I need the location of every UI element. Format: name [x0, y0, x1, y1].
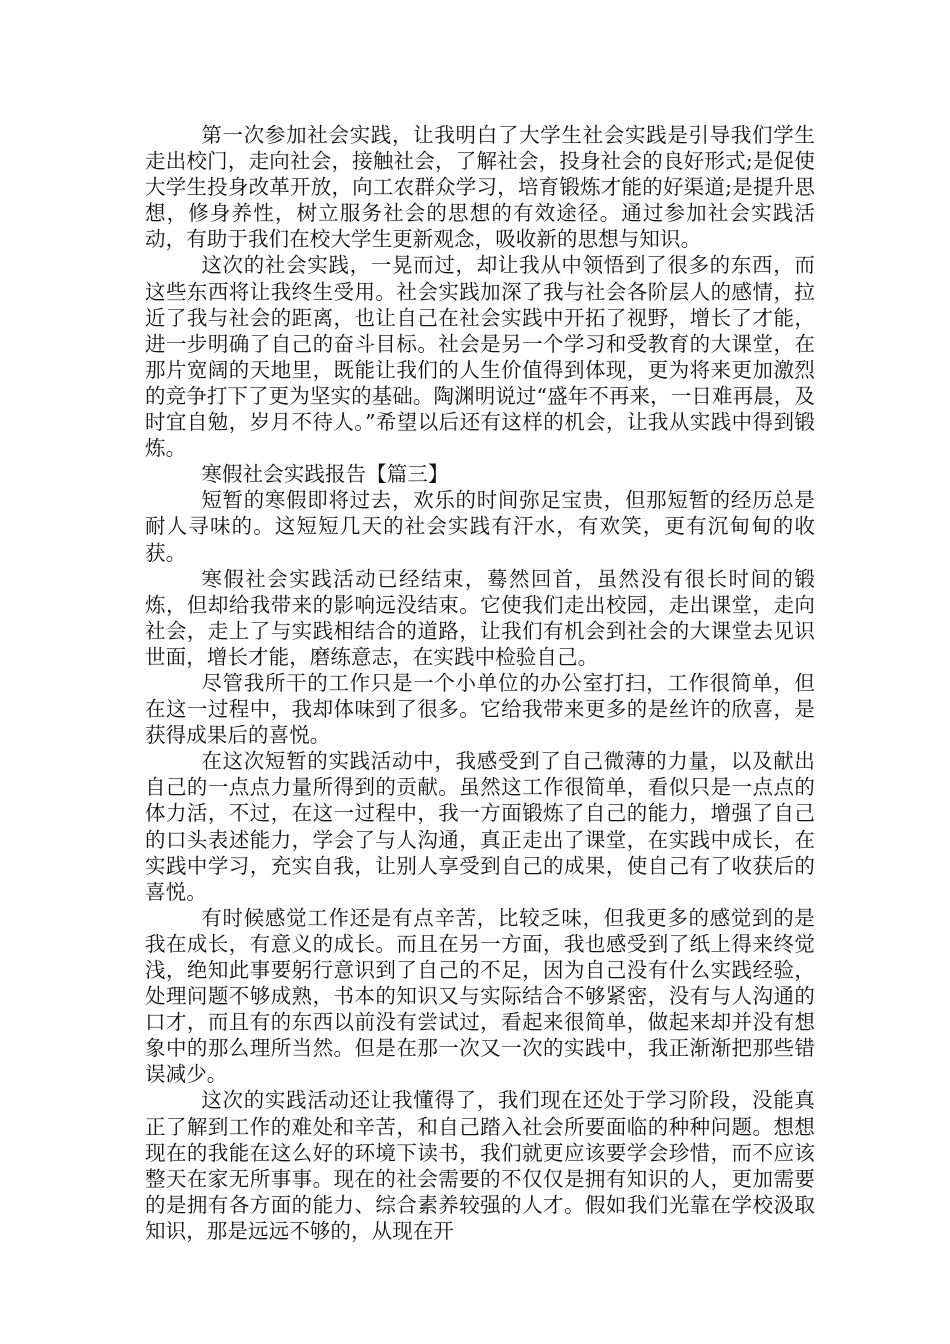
paragraph: 第一次参加社会实践，让我明白了大学生社会实践是引导我们学生走出校门，走向社会，接触社会，了解社会，投身社会的良好形式;是促使大学生投身改革开放，向工农群众学习，培育锻炼才能的好渠道;是提升思想，修身养性，树立服务社会的思想的有效途径。通过参加社会实践活动，有助于我们在校大学生更新观念，吸收新的思想与知识。 [145, 123, 815, 252]
paragraph: 尽管我所干的工作只是一个小单位的办公室打扫，工作很简单，但在这一过程中，我却体味到了很多。它给我带来更多的是丝许的欣喜，是获得成果后的喜悦。 [145, 670, 815, 748]
paragraph: 这次的实践活动还让我懂得了，我们现在还处于学习阶段，没能真正了解到工作的难处和辛苦，和自己踏入社会所要面临的种种问题。想想现在的我能在这么好的环境下读书，我们就更应该要学会珍惜，而不应该整天在家无所事事。现在的社会需要的不仅仅是拥有知识的人，更加需要的是拥有各方面的能力、综合素养较强的人才。假如我们光靠在学校汲取知识，那是远远不够的，从现在开 [145, 1088, 815, 1243]
paragraph: 有时候感觉工作还是有点辛苦，比较乏味，但我更多的感觉到的是我在成长，有意义的成长。而且在另一方面，我也感受到了纸上得来终觉浅，绝知此事要躬行意识到了自己的不足，因为自己没有什么实践经验，处理问题不够成熟，书本的知识又与实际结合不够紧密，没有与人沟通的口才，而且有的东西以前没有尝试过，看起来很简单，做起来却并没有想象中的那么理所当然。但是在那一次又一次的实践中，我正渐渐把那些错误减少。 [145, 905, 815, 1087]
paragraph: 短暂的寒假即将过去，欢乐的时间弥足宝贵，但那短暂的经历总是耐人寻味的。这短短几天的社会实践有汗水，有欢笑，更有沉甸甸的收获。 [145, 488, 815, 565]
paragraph: 在这次短暂的实践活动中，我感受到了自己微薄的力量，以及献出自己的一点点力量所得到的贡献。虽然这工作很简单，看似只是一点点的体力活，不过，在这一过程中，我一方面锻炼了自己的能力，增强了自己的口头表述能力，学会了与人沟通，真正走出了课堂，在实践中成长，在实践中学习，充实自我，让别人享受到自己的成果，使自己有了收获后的喜悦。 [145, 749, 815, 904]
section-heading: 寒假社会实践报告【篇三】 [201, 462, 449, 487]
paragraph: 寒假社会实践活动已经结束，蓦然回首，虽然没有很长时间的锻炼，但却给我带来的影响远没结束。它使我们走出校园，走出课堂，走向社会，走上了与实践相结合的道路，让我们有机会到社会的大课堂去见识世面，增长才能，磨练意志，在实践中检验自己。 [145, 566, 815, 669]
document-page [145, 122, 815, 1244]
paragraph: 这次的社会实践，一晃而过，却让我从中领悟到了很多的东西，而这些东西将让我终生受用。社会实践加深了我与社会各阶层人的感情，拉近了我与社会的距离，也让自己在社会实践中开拓了视野，增长了才能，进一步明确了自己的奋斗目标。社会是另一个学习和受教育的大课堂，在那片宽阔的天地里，既能让我们的人生价值得到体现，更为将来更加激烈的竞争打下了更为坚实的基础。陶渊明说过“盛年不再来，一日难再晨，及时宜自勉，岁月不待人。”希望以后还有这样的机会，让我从实践中得到锻炼。 [145, 253, 815, 461]
